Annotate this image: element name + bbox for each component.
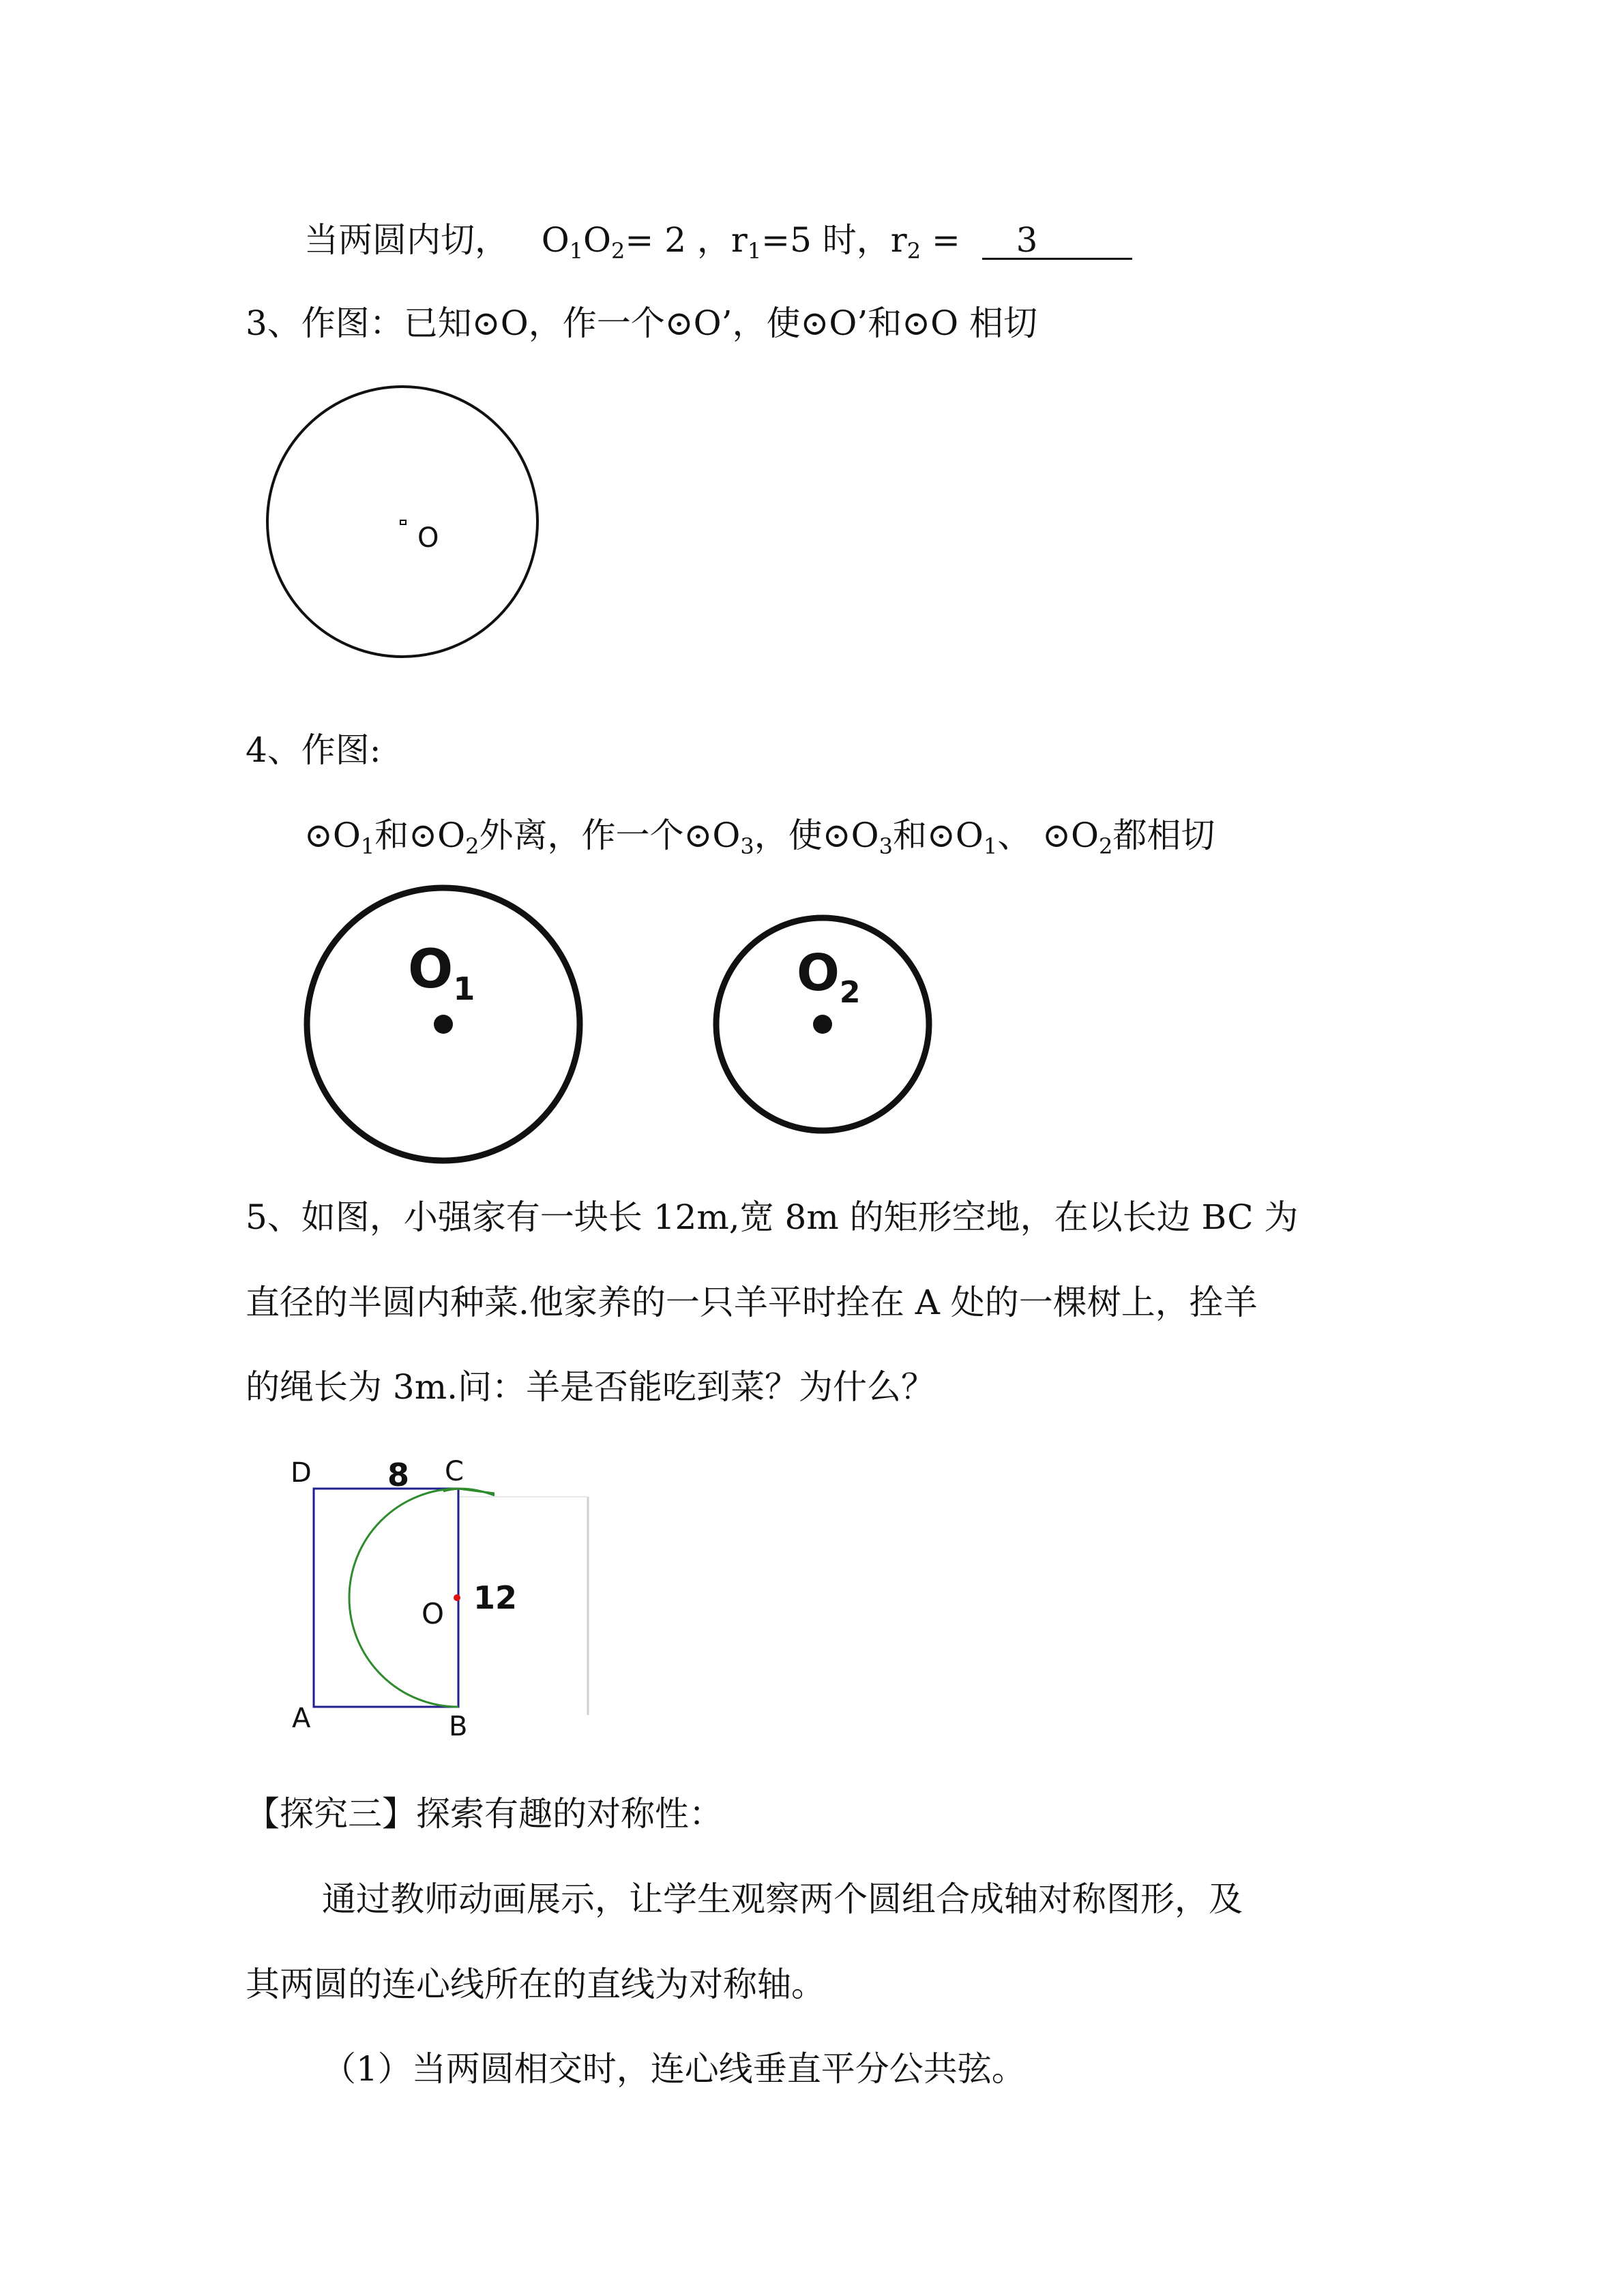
explore3-para-line-1: 通过教师动画展示，让学生观察两个圆组合成轴对称图形，及 (322, 1879, 1243, 1919)
inner-tangent-prefix: 当两圆内切， (304, 220, 509, 260)
label-o2: $O_2$ (797, 944, 861, 1010)
q4-seg3: 外离，作一个⊙O (479, 816, 741, 855)
semicircle-arc-top-overhang (443, 1489, 494, 1495)
q5-figure (286, 1449, 614, 1749)
center-o1-dot (434, 1015, 453, 1034)
label-width: 8 (387, 1457, 410, 1493)
o2-sub: 2 (611, 238, 625, 264)
q4-seg4: ，使⊙O (754, 816, 879, 855)
answer-blank: 3 (982, 222, 1132, 260)
r1-sub: 1 (747, 238, 762, 264)
explore3-item-1: （1）当两圆相交时，连心线垂直平分公共弦。 (322, 2049, 1026, 2089)
q4-sub5: 1 (983, 833, 998, 859)
r1-text: =5 时，r (761, 220, 907, 260)
explore3-heading: 【探究三】探索有趣的对称性： (246, 1794, 723, 1834)
q4-seg2: 和⊙O (374, 816, 466, 855)
q4-sub2: 2 (465, 833, 479, 859)
circle-o (267, 387, 537, 657)
q4-text (304, 815, 1215, 867)
q4-sub6: 2 (1099, 833, 1113, 859)
label-o: O (417, 522, 439, 554)
label-a: A (292, 1703, 311, 1734)
center-o-dot (454, 1594, 460, 1601)
inner-tangent-line (304, 220, 1132, 271)
label-o1: $O_1$ (408, 939, 475, 1007)
q4-seg6: 、 ⊙O (997, 816, 1099, 855)
q4-sub1: 1 (360, 833, 375, 859)
q4-seg1: ⊙O (304, 816, 361, 855)
q3-figure (259, 382, 546, 668)
q4-seg7: 都相切 (1112, 816, 1215, 855)
center-o-point (400, 520, 406, 524)
q4-sub4: 3 (879, 833, 893, 859)
r2-eq: = (921, 220, 971, 260)
q5-line-3: 的绳长为 3m.问：羊是否能吃到菜？为什么？ (246, 1367, 936, 1407)
o1-label: O (541, 220, 570, 260)
label-length: 12 (473, 1579, 518, 1616)
label-c: C (445, 1456, 464, 1487)
q4-figure (293, 873, 948, 1173)
distance-text: = 2 ，r (625, 220, 748, 260)
q5-line-1: 5、如图，小强家有一块长 12m,宽 8m 的矩形空地，在以长边 BC 为 (246, 1197, 1299, 1237)
label-o: O (422, 1597, 445, 1630)
center-o2-dot (813, 1015, 832, 1034)
q4-sub3: 3 (740, 833, 754, 859)
o1-sub: 1 (569, 238, 584, 264)
label-b: B (449, 1711, 468, 1742)
q4-seg5: 和⊙O (893, 816, 984, 855)
q4-title: 4、作图: (246, 730, 381, 770)
explore3-para-line-2: 其两圆的连心线所在的直线为对称轴。 (246, 1965, 825, 2004)
o2-label: O (583, 220, 612, 260)
label-d: D (291, 1457, 312, 1489)
q3-text: 3、作图：已知⊙O，作一个⊙O’，使⊙O’和⊙O 相切 (246, 303, 1038, 343)
r2-sub: 2 (906, 238, 921, 264)
q5-line-2: 直径的半圆内种菜.他家养的一只羊平时拴在 A 处的一棵树上，拴羊 (246, 1283, 1258, 1322)
